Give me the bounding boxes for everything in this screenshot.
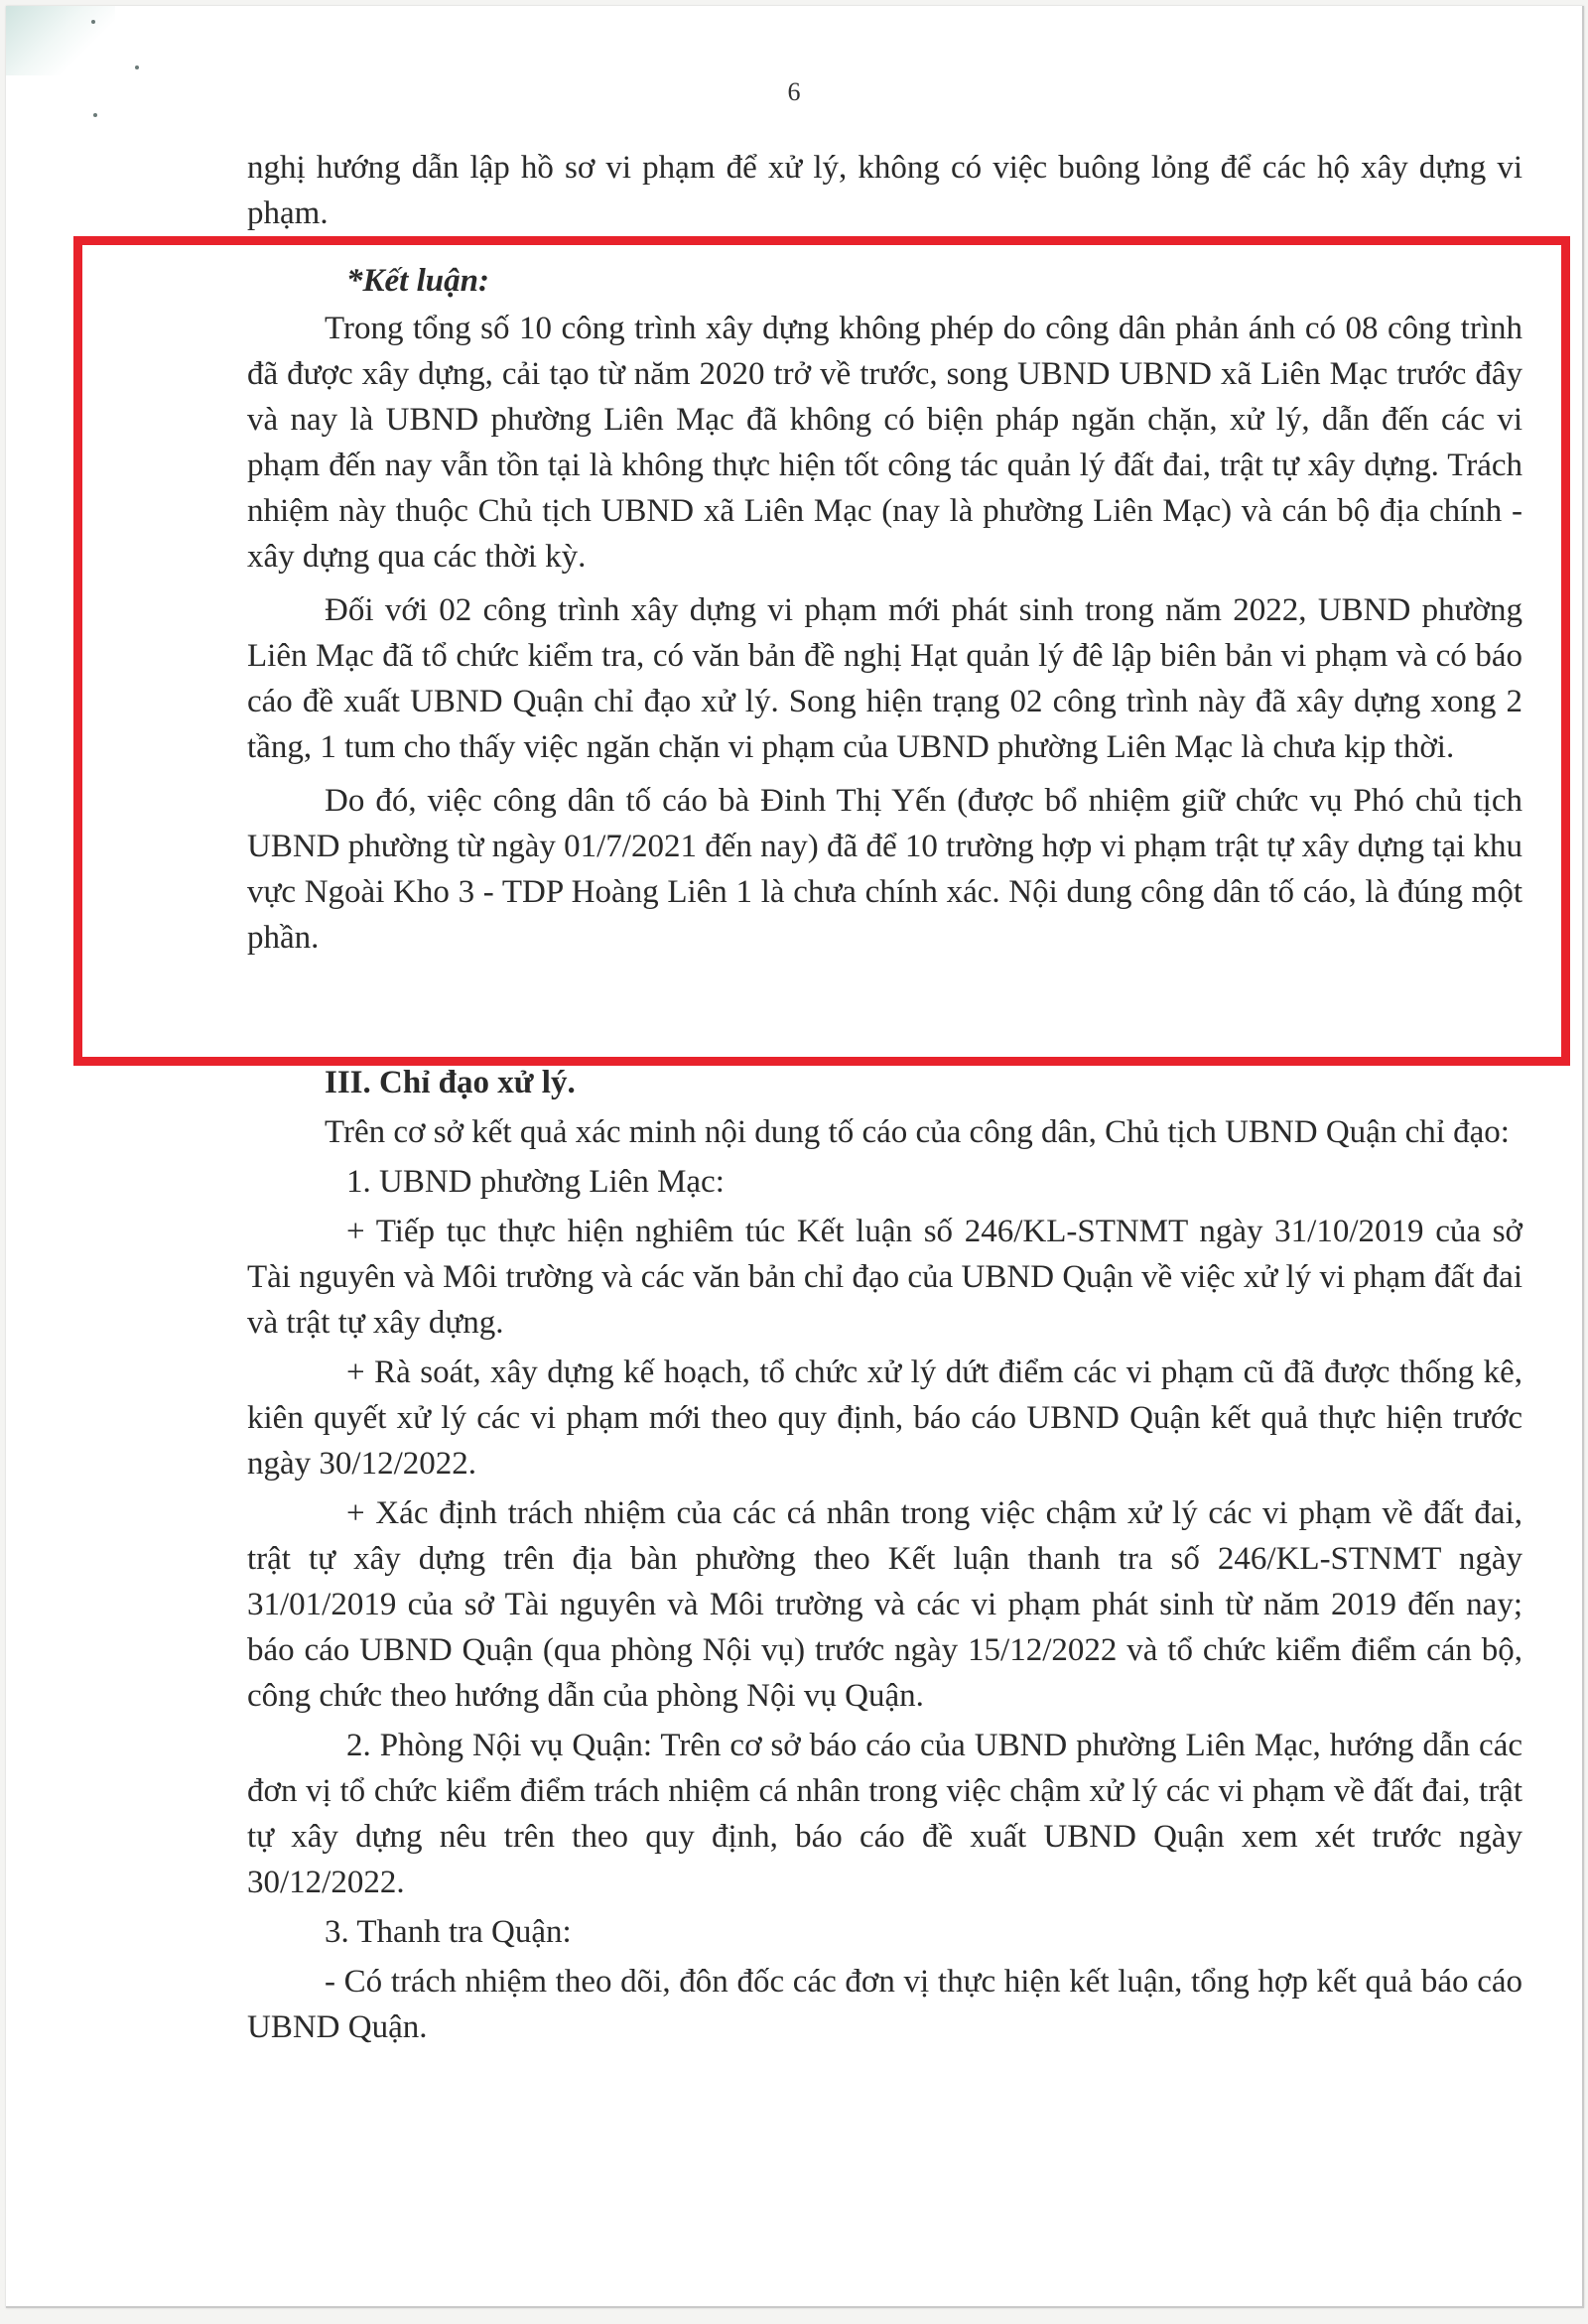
directive-point: + Rà soát, xây dựng kế hoạch, tổ chức xử lý dứt điểm các vi phạm cũ đã được thống kê, kiên quyết xử lý các vi phạm mới theo quy định, báo cáo UBND Quận kết quả thực hiện trước ngày 30/12/2022. <box>247 1355 1522 1482</box>
directive-heading: III. Chỉ đạo xử lý. <box>325 1065 576 1100</box>
continued-paragraph <box>247 145 1522 236</box>
directive-section <box>247 1060 1522 2054</box>
directive-intro: Trên cơ sở kết quả xác minh nội dung tố cáo của công dân, Chủ tịch UBND Quận chỉ đạo: <box>325 1114 1510 1150</box>
conclusion-paragraph: Trong tổng số 10 công trình xây dựng không phép do công dân phản ánh có 08 công trình đã được xây dựng, cải tạo từ năm 2020 trở về trước, song UBND UBND xã Liên Mạc trước đây và nay là UBND phường Liên Mạc đã không có biện pháp ngăn chặn, xử lý, dẫn đến các vi phạm đến nay vẫn tồn tại là không thực hiện tốt công tác quản lý đất đai, trật tự xây dựng. Trách nhiệm này thuộc Chủ tịch UBND xã Liên Mạc (nay là phường Liên Mạc) và cán bộ địa chính - xây dựng qua các thời kỳ. <box>247 311 1522 575</box>
directive-item-heading: 1. UBND phường Liên Mạc: <box>346 1164 725 1200</box>
scan-speck <box>135 65 139 69</box>
conclusion-paragraph: Do đó, việc công dân tố cáo bà Đinh Thị Yến (được bổ nhiệm giữ chức vụ Phó chủ tịch UBND phường từ ngày 01/7/2021 đến nay) đã để 10 trường hợp vi phạm trật tự xây dựng tại khu vực Ngoài Kho 3 - TDP Hoàng Liên 1 là chưa chính xác. Nội dung công dân tố cáo, là đúng một phần. <box>247 783 1522 956</box>
document-page <box>6 6 1584 2308</box>
page-number: 6 <box>787 77 801 106</box>
paragraph-text: nghị hướng dẫn lập hồ sơ vi phạm để xử lý, không có việc buông lỏng để các hộ xây dựng vi phạm. <box>247 150 1522 231</box>
scan-speck <box>91 20 95 24</box>
directive-point: + Tiếp tục thực hiện nghiêm túc Kết luận số 246/KL-STNMT ngày 31/10/2019 của sở Tài nguyên và Môi trường và các văn bản chỉ đạo của UBND Quận về việc xử lý vi phạm đất đai và trật tự xây dựng. <box>247 1214 1522 1341</box>
directive-point: - Có trách nhiệm theo dõi, đôn đốc các đơn vị thực hiện kết luận, tổng hợp kết quả báo cáo UBND Quận. <box>247 1964 1522 2045</box>
conclusion-paragraph: Đối với 02 công trình xây dựng vi phạm mới phát sinh trong năm 2022, UBND phường Liên Mạc đã tổ chức kiểm tra, có văn bản đề nghị Hạt quản lý đê lập biên bản vi phạm và có báo cáo đề xuất UBND Quận chỉ đạo xử lý. Song hiện trạng 02 công trình này đã xây dựng xong 2 tầng, 1 tum cho thấy việc ngăn chặn vi phạm của UBND phường Liên Mạc là chưa kịp thời. <box>247 592 1522 765</box>
scan-speck <box>93 113 97 117</box>
directive-point: + Xác định trách nhiệm của các cá nhân trong việc chậm xử lý các vi phạm về đất đai, trật tự xây dựng trên địa bàn phường theo Kết luận thanh tra số 246/KL-STNMT ngày 31/01/2019 của sở Tài nguyên và Môi trường và các vi phạm phát sinh từ năm 2019 đến nay; báo cáo UBND Quận (qua phòng Nội vụ) trước ngày 15/12/2022 và tổ chức kiểm điểm cán bộ, công chức theo hướng dẫn của phòng Nội vụ Quận. <box>247 1495 1522 1714</box>
conclusion-heading: *Kết luận: <box>346 263 489 299</box>
conclusion-section <box>247 258 1522 963</box>
scan-corner-mark <box>6 6 115 75</box>
directive-item-heading: 3. Thanh tra Quận: <box>325 1914 572 1950</box>
directive-item: 2. Phòng Nội vụ Quận: Trên cơ sở báo cáo của UBND phường Liên Mạc, hướng dẫn các đơn vị tổ chức kiểm điểm trách nhiệm cá nhân trong việc chậm xử lý các vi phạm về đất đai, trật tự xây dựng nêu trên theo quy định, báo cáo đề xuất UBND Quận xem xét trước ngày 30/12/2022. <box>247 1728 1522 1900</box>
